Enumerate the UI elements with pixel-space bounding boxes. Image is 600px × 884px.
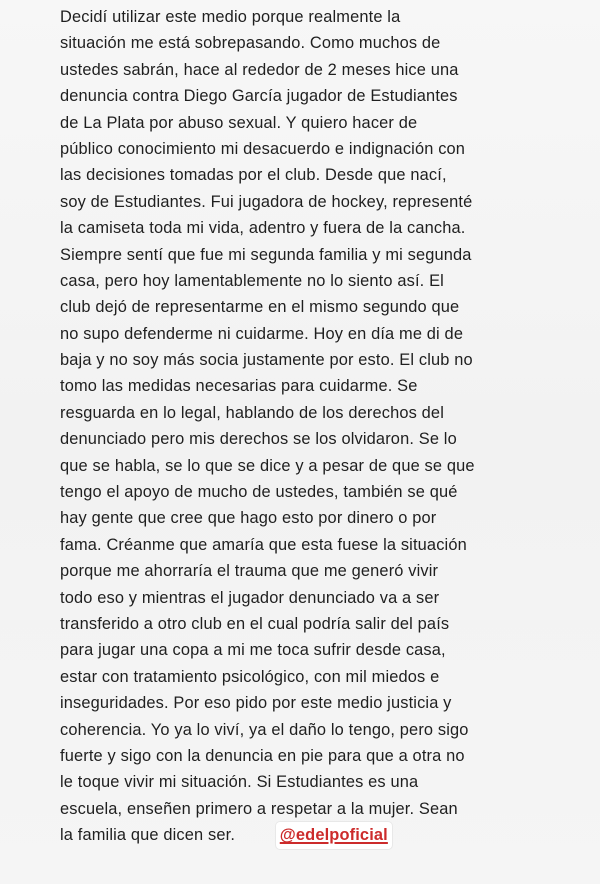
text-line: transferido a otro club en el cual podría salir del país <box>60 614 450 633</box>
text-line: de La Plata por abuso sexual. Y quiero hacer de <box>60 113 418 132</box>
story-text-block <box>60 4 580 849</box>
text-line: resguarda en lo legal, hablando de los derechos del <box>60 403 444 422</box>
text-line: ustedes sabrán, hace al rededor de 2 meses hice una <box>60 60 459 79</box>
text-line: que se habla, se lo que se dice y a pesar de que se que <box>60 456 475 475</box>
text-line: porque me ahorraría el trauma que me generó vivir <box>60 562 439 581</box>
text-line: fuerte y sigo con la denuncia en pie para que a otra no <box>60 746 465 765</box>
text-line: hay gente que cree que hago esto por dinero o por <box>60 509 437 528</box>
text-line: soy de Estudiantes. Fui jugadora de hockey, representé <box>60 192 473 211</box>
text-line: público conocimiento mi desacuerdo e indignación con <box>60 139 466 158</box>
text-line: las decisiones tomadas por el club. Desde que nací, <box>60 166 447 185</box>
text-line: tomo las medidas necesarias para cuidarme. Se <box>60 377 418 396</box>
text-line: denuncia contra Diego García jugador de Estudiantes <box>60 87 458 106</box>
text-line: escuela, enseñen primero a respetar a la mujer. Sean <box>60 799 458 818</box>
mention-sticker[interactable]: @edelpoficial <box>276 822 392 848</box>
text-line: todo eso y mientras el jugador denunciado va a ser <box>60 588 440 607</box>
text-line: club dejó de representarme en el mismo segundo que <box>60 298 460 317</box>
text-line: casa, pero hoy lamentablemente no lo siento así. El <box>60 271 444 290</box>
text-line: coherencia. Yo ya lo viví, ya el daño lo tengo, pero sigo <box>60 720 469 739</box>
text-line: la camiseta toda mi vida, adentro y fuera de la cancha. <box>60 219 466 238</box>
text-line: denunciado pero mis derechos se los olvidaron. Se lo <box>60 430 457 449</box>
text-line: Decidí utilizar este medio porque realmente la <box>60 8 401 26</box>
text-line: para jugar una copa a mi me toca sufrir desde casa, <box>60 641 446 660</box>
final-line-text: la familia que dicen ser. <box>60 826 236 845</box>
text-line: baja y no soy más socia justamente por esto. El club no <box>60 351 473 370</box>
text-line: tengo el apoyo de mucho de ustedes, también se qué <box>60 483 458 502</box>
final-line <box>60 822 580 848</box>
text-line: le toque vivir mi situación. Si Estudiantes es una <box>60 773 419 792</box>
text-line: inseguridades. Por eso pido por este medio justicia y <box>60 694 452 713</box>
text-line: situación me está sobrepasando. Como muchos de <box>60 34 441 53</box>
text-line: no supo defenderme ni cuidarme. Hoy en día me di de <box>60 324 464 343</box>
text-line: estar con tratamiento psicológico, con mil miedos e <box>60 667 440 686</box>
text-line: fama. Créanme que amaría que esta fuese la situación <box>60 535 467 554</box>
text-line: Siempre sentí que fue mi segunda familia y mi segunda <box>60 245 472 264</box>
